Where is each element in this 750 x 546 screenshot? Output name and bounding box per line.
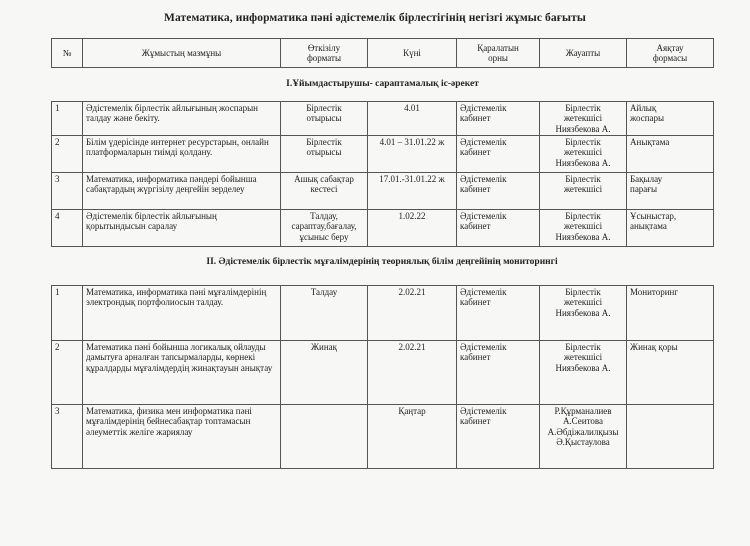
row-number: 1	[52, 102, 83, 136]
row-format: Бірлестік отырысы	[281, 102, 368, 136]
row-format	[281, 405, 368, 469]
row-date: 4.01	[368, 102, 457, 136]
row-responsible: Бірлестік жетекшісі Ниязбекова А.	[540, 286, 627, 341]
row-content: Математика пәні бойынша логикалық ойлауды дамытуға арналған тапсырмаларды, көрнекі құралдарды мұғалімдердің жинақтауын анықтау	[83, 341, 281, 405]
header-date: Күні	[368, 39, 457, 68]
row-responsible: Бірлестік жетекшісі Ниязбекова А.	[540, 210, 627, 247]
row-content: Әдістемелік бірлестік айлығының жоспарын талдау және бекіту.	[83, 102, 281, 136]
row-place: Әдістемелік кабинет	[457, 286, 540, 341]
table-row	[52, 286, 714, 341]
header-number: №	[52, 39, 83, 68]
plan-table-part-2	[51, 285, 714, 469]
document-title: Математика, информатика пәні әдістемелік бірлестігінің негізгі жұмыс бағыты	[164, 12, 586, 24]
header-format: Өткізілу форматы	[281, 39, 368, 68]
header-place: Қаралатын орны	[457, 39, 540, 68]
row-number: 4	[52, 210, 83, 247]
row-completion: Анықтама	[627, 136, 714, 173]
row-place: Әдістемелік кабинет	[457, 210, 540, 247]
row-content: Математика, информатика пәні мұғалімдерінің электрондық портфолиосын талдау.	[83, 286, 281, 341]
row-number: 2	[52, 136, 83, 173]
row-content: Математика, физика мен информатика пәні мұғалімдерінің бейнесабақтар топтамасын әлеуметтік желіге жариялау	[83, 405, 281, 469]
row-format: Талдау, сараптау,бағалау, ұсыныс беру	[281, 210, 368, 247]
row-completion: Жинақ қоры	[627, 341, 714, 405]
row-completion: Мониторинг	[627, 286, 714, 341]
header-completion: Аяқтау формасы	[627, 39, 714, 68]
row-place: Әдістемелік кабинет	[457, 173, 540, 210]
row-format: Ашық сабақтар кестесі	[281, 173, 368, 210]
row-format: Бірлестік отырысы	[281, 136, 368, 173]
row-number: 3	[52, 405, 83, 469]
row-content: Әдістемелік бірлестік айлығының қорытындысын саралау	[83, 210, 281, 247]
table-row	[52, 173, 714, 210]
row-completion: Ұсыныстар, анықтама	[627, 210, 714, 247]
section-2-title: II. Әдістемелік бірлестік мұғалімдерінің теориялық білім деңгейінің мониторингі	[206, 257, 558, 267]
row-format: Талдау	[281, 286, 368, 341]
row-responsible: Бірлестік жетекшісі Ниязбекова А.	[540, 136, 627, 173]
row-completion	[627, 405, 714, 469]
row-date: Қаңтар	[368, 405, 457, 469]
header-responsible: Жауапты	[540, 39, 627, 68]
plan-table-part-1	[51, 38, 714, 247]
row-format: Жинақ	[281, 341, 368, 405]
row-content: Білім үдерісінде интернет ресурстарын, онлайн платформаларын тиімді қолдану.	[83, 136, 281, 173]
row-place: Әдістемелік кабинет	[457, 136, 540, 173]
table-row	[52, 341, 714, 405]
row-responsible: Бірлестік жетекшісі Ниязбекова А.	[540, 341, 627, 405]
table-row	[52, 102, 714, 136]
row-date: 2.02.21	[368, 286, 457, 341]
row-place: Әдістемелік кабинет	[457, 341, 540, 405]
table-row	[52, 210, 714, 247]
table-row	[52, 136, 714, 173]
row-date: 1.02.22	[368, 210, 457, 247]
section-title: I.Ұйымдастырушы- сараптамалық іс-әрекет	[52, 68, 714, 102]
row-completion: Айлық жоспары	[627, 102, 714, 136]
row-completion: Бақылау парағы	[627, 173, 714, 210]
row-responsible: Бірлестік жетекшісі Ниязбекова А.	[540, 102, 627, 136]
row-date: 2.02.21	[368, 341, 457, 405]
table-row	[52, 405, 714, 469]
row-place: Әдістемелік кабинет	[457, 102, 540, 136]
row-date: 4.01 – 31.01.22 ж	[368, 136, 457, 173]
row-place: Әдістемелік кабинет	[457, 405, 540, 469]
row-number: 2	[52, 341, 83, 405]
row-responsible: Р.Құрманалиев А.Сеитова А.Әбдіжалилқызы Ә.Қыстаулова	[540, 405, 627, 469]
row-date: 17.01.-31.01.22 ж	[368, 173, 457, 210]
header-content: Жұмыстың мазмұны	[83, 39, 281, 68]
header-row	[52, 39, 714, 68]
row-responsible: Бірлестік жетекшісі	[540, 173, 627, 210]
row-number: 1	[52, 286, 83, 341]
row-content: Математика, информатика пәндері бойынша сабақтардың жүргізілу деңгейін зерделеу	[83, 173, 281, 210]
row-number: 3	[52, 173, 83, 210]
section-row	[52, 68, 714, 102]
